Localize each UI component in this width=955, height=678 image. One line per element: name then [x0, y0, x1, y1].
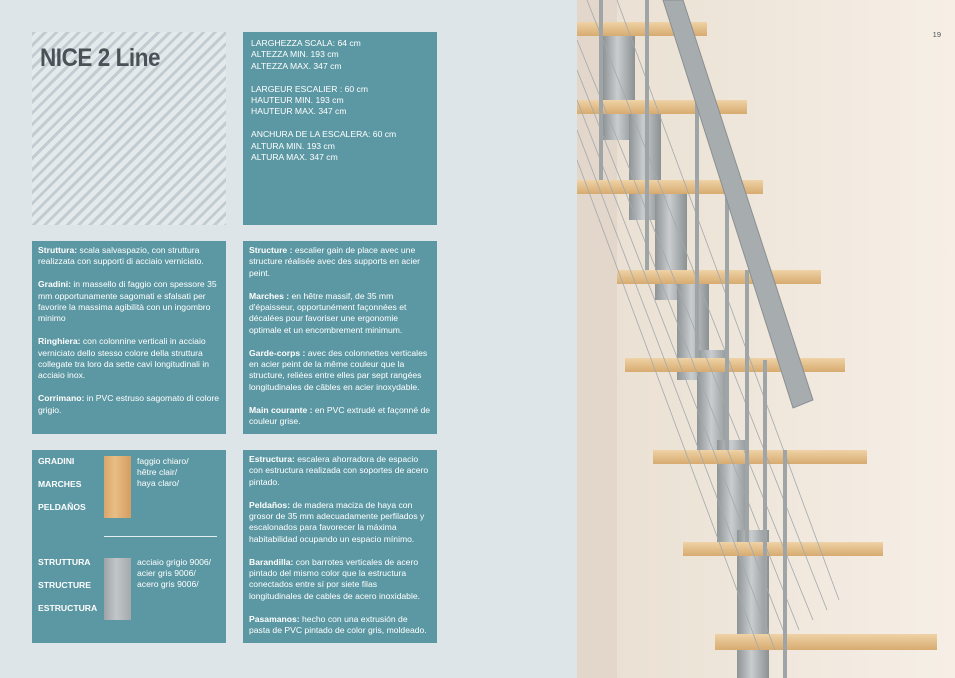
desc-paragraph	[249, 557, 431, 603]
desc-paragraph	[249, 614, 431, 637]
description-french	[243, 241, 437, 434]
desc-label: Marches :	[249, 290, 290, 301]
desc-text: con colonnine verticali in acciaio verniciato dello stesso colore della struttura collegate tra loro da sette cavi longitudinali in acciaio inox.	[38, 336, 210, 381]
desc-paragraph	[38, 393, 220, 416]
desc-label: Structure :	[249, 245, 293, 255]
desc-text: con barrotes verticales de acero pintado del mismo color que la estructura conectados entre sí por siete filas longitudinales de cables de acero inoxidable.	[249, 556, 421, 601]
finish-line: acero gris 9006/	[137, 579, 199, 589]
dimensions-es	[251, 129, 429, 163]
finish-line: acciaio grigio 9006/	[137, 557, 212, 567]
finish-line: acier gris 9006/	[137, 568, 196, 578]
dimension-line: HAUTEUR MIN. 193 cm	[251, 95, 344, 106]
finish-line: hêtre clair/	[137, 467, 178, 477]
desc-paragraph	[249, 245, 431, 279]
dimension-line: ALTURA MIN. 193 cm	[251, 140, 335, 151]
dimensions-panel	[243, 32, 437, 225]
dimension-line: LARGHEZZA SCALA: 64 cm	[251, 38, 361, 48]
dimension-line: ALTEZZA MIN. 193 cm	[251, 49, 339, 60]
desc-label: Garde-corps :	[249, 347, 306, 358]
product-title: NICE 2 Line	[40, 44, 161, 72]
dimension-line: LARGEUR ESCALIER : 60 cm	[251, 83, 369, 94]
desc-text: en PVC extrudé et façonné de couleur grise.	[249, 404, 431, 427]
materials-panel	[32, 450, 226, 643]
desc-text: de madera maciza de haya con grosor de 35 mm adecuadamente perfilados y escalonados para favorecer la máxima habitabilidad ocupando un espacio mínimo.	[249, 499, 425, 544]
desc-paragraph	[249, 454, 431, 488]
desc-text: en hêtre massif, de 35 mm d'épaisseur, opportunément façonnées et décalées pour favoriser une ergonomie optimale et un encombrement minimum.	[249, 290, 407, 335]
structure-finish	[137, 557, 211, 590]
finish-line: haya claro/	[137, 478, 180, 488]
dimension-line: ALTURA MAX. 347 cm	[251, 152, 338, 163]
desc-paragraph	[249, 500, 431, 546]
material-label: PELDAÑOS	[38, 502, 86, 512]
desc-text: in massello di faggio con spessore 35 mm opportunamente sagomati e sfalsati per favorire la massima agibilità con un ingombro minimo	[38, 279, 217, 324]
divider	[104, 536, 217, 537]
page-number: 19	[932, 30, 941, 39]
desc-text: avec des colonnettes verticales en acier peint de la même couleur que la structure, reliées entre elles par sept rangées longitudinales de câbles en acier inoxydable.	[249, 347, 428, 392]
desc-paragraph	[249, 405, 431, 428]
desc-paragraph	[249, 348, 431, 394]
material-label: STRUTTURA	[38, 557, 91, 567]
material-label: GRADINI	[38, 456, 75, 466]
desc-label: Corrimano:	[38, 393, 85, 404]
material-label: ESTRUCTURA	[38, 603, 98, 613]
desc-label: Main courante :	[249, 404, 313, 415]
material-label: STRUCTURE	[38, 580, 91, 590]
finish-line: faggio chiaro/	[137, 456, 189, 466]
title-box	[32, 32, 226, 225]
dimension-line: ALTEZZA MAX. 347 cm	[251, 60, 342, 71]
desc-paragraph	[38, 336, 220, 382]
staircase-illustration	[577, 0, 955, 678]
desc-text: escalera ahorradora de espacio con estructura realizada con soportes de acero pintado.	[249, 454, 429, 487]
steel-swatch	[104, 558, 131, 620]
desc-label: Peldaños:	[249, 499, 291, 510]
desc-text: hecho con una extrusión de pasta de PVC pintado de color gris, moldeado.	[249, 613, 427, 636]
desc-text: escalier gain de place avec une structure réalisée avec des supports en acier peint.	[249, 245, 421, 278]
staircase-photo	[577, 0, 955, 678]
desc-label: Gradini:	[38, 279, 71, 290]
desc-label: Ringhiera:	[38, 336, 81, 347]
desc-text: in PVC estruso sagomato di colore grigio.	[38, 393, 220, 415]
description-spanish	[243, 450, 437, 643]
dimension-line: HAUTEUR MAX. 347 cm	[251, 106, 347, 117]
description-italian	[32, 241, 226, 434]
desc-label: Estructura:	[249, 454, 295, 464]
material-label: MARCHES	[38, 479, 82, 489]
steps-finish	[137, 456, 189, 489]
desc-paragraph	[38, 279, 220, 325]
desc-label: Struttura:	[38, 245, 78, 255]
desc-label: Pasamanos:	[249, 613, 300, 624]
desc-text: scala salvaspazio, con struttura realizzata con supporti di acciaio verniciato.	[38, 245, 204, 267]
desc-paragraph	[38, 245, 220, 268]
desc-label: Barandilla:	[249, 556, 294, 567]
wood-swatch	[104, 456, 131, 518]
dimensions-fr	[251, 84, 429, 118]
desc-paragraph	[249, 291, 431, 337]
dimensions-it	[251, 38, 429, 72]
dimension-line: ANCHURA DE LA ESCALERA: 60 cm	[251, 129, 397, 140]
